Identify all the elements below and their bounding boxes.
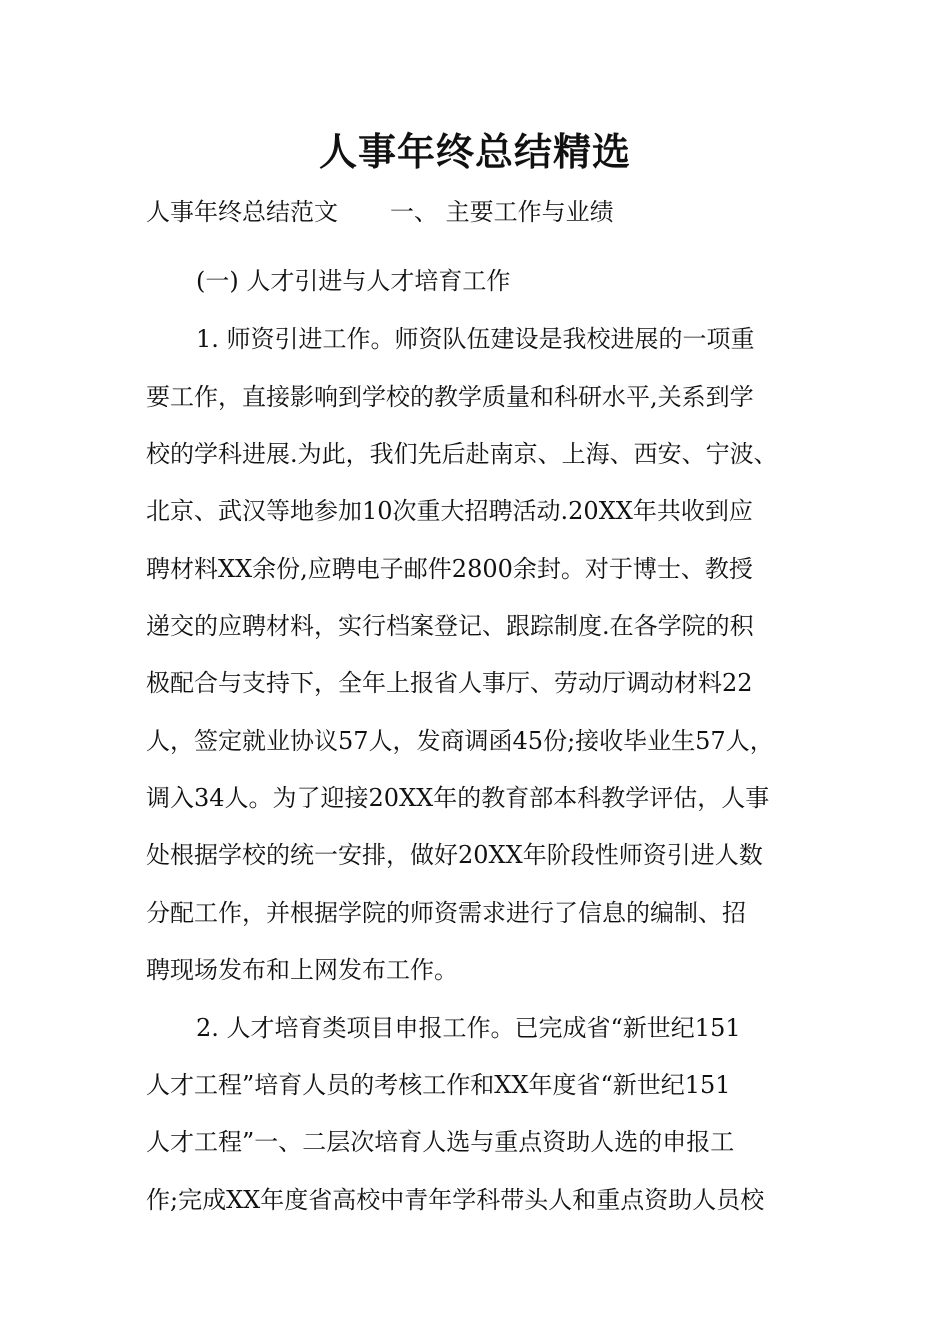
- intro-label: 人事年终总结范文: [146, 198, 338, 226]
- paragraph1-line-2: 要工作，直接影响到学校的教学质量和科研水平,关系到学: [146, 383, 754, 411]
- paragraph1-line-5: 聘材料XX余份,应聘电子邮件2800余封。对于博士、教授: [146, 555, 753, 583]
- paragraph1-line-6: 递交的应聘材料，实行档案登记、跟踪制度.在各学院的积: [146, 612, 754, 640]
- paragraph1-line-12: 聘现场发布和上网发布工作。: [146, 956, 458, 984]
- subsection-heading: (一) 人才引进与人才培育工作: [196, 267, 511, 295]
- paragraph1-line-7: 极配合与支持下，全年上报省人事厅、劳动厅调动材料22: [146, 669, 753, 697]
- page-title: 人事年终总结精选: [318, 130, 631, 174]
- paragraph2-line-2: 人才工程”培育人员的考核工作和XX年度省“新世纪151: [146, 1071, 731, 1099]
- paragraph2-line-3: 人才工程”一、二层次培育人选与重点资助人选的申报工: [146, 1128, 735, 1156]
- paragraph1-line-3: 校的学科进展.为此，我们先后赴南京、上海、西安、宁波、: [146, 440, 778, 468]
- paragraph1-line-1: 1. 师资引进工作。师资队伍建设是我校进展的一项重: [196, 325, 755, 353]
- intro-line: [146, 195, 836, 229]
- paragraph1-line-4: 北京、武汉等地参加10次重大招聘活动.20XX年共收到应: [146, 497, 753, 525]
- paragraph2-line-1: 2. 人才培育类项目申报工作。已完成省“新世纪151: [196, 1014, 741, 1042]
- paragraph1-line-11: 分配工作，并根据学院的师资需求进行了信息的编制、招: [146, 899, 746, 927]
- section-one-heading: 一、 主要工作与业绩: [390, 198, 614, 226]
- paragraph1-line-9: 调入34人。为了迎接20XX年的教育部本科教学评估，人事: [146, 784, 770, 812]
- paragraph2-line-4: 作;完成XX年度省高校中青年学科带头人和重点资助人员校: [146, 1186, 765, 1214]
- paragraph1-line-10: 处根据学校的统一安排，做好20XX年阶段性师资引进人数: [146, 841, 763, 869]
- paragraph1-line-8: 人，签定就业协议57人，发商调函45份;接收毕业生57人，: [146, 727, 774, 755]
